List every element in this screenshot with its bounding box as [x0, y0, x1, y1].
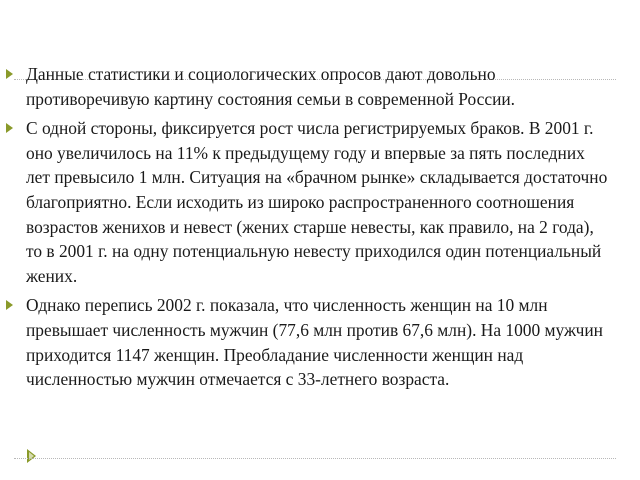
- bullet-item-statistics: [6, 62, 612, 111]
- empty-bullet-icon: [27, 449, 36, 463]
- bullet-item-census: [6, 293, 612, 391]
- bullet-text: С одной стороны, фиксируется рост числа регистрируемых браков. В 2001 г. оно увеличилось на 11% к предыдущему году и впервые за пять последних лет превысило 1 млн. Ситуация на «брачном рынке» складывается достаточно благоприятно. Если исходить из широко распространенного соотношения возрастов женихов и невест (жених старше невесты, как правило, на 2 года), то в 2001 г. на одну потенциальную невесту приходился один потенциальный жених.: [26, 118, 608, 286]
- bullet-item-marriages: [6, 116, 612, 288]
- triangle-bullet-icon: [6, 123, 13, 133]
- triangle-bullet-icon: [6, 69, 13, 79]
- bullet-text: Однако перепись 2002 г. показала, что численность женщин на 10 млн превышает численность мужчин (77,6 млн против 67,6 млн). На 1000 мужчин приходится 1147 женщин. Преобладание численности женщин над численностью мужчин отмечается с 33-летнего возраста.: [26, 295, 603, 390]
- divider-bottom: [14, 458, 616, 459]
- bullet-list: [6, 62, 612, 397]
- triangle-bullet-icon: [6, 300, 13, 310]
- bullet-text: Данные статистики и социологических опросов дают довольно противоречивую картину состояния семьи в современной России.: [26, 64, 516, 109]
